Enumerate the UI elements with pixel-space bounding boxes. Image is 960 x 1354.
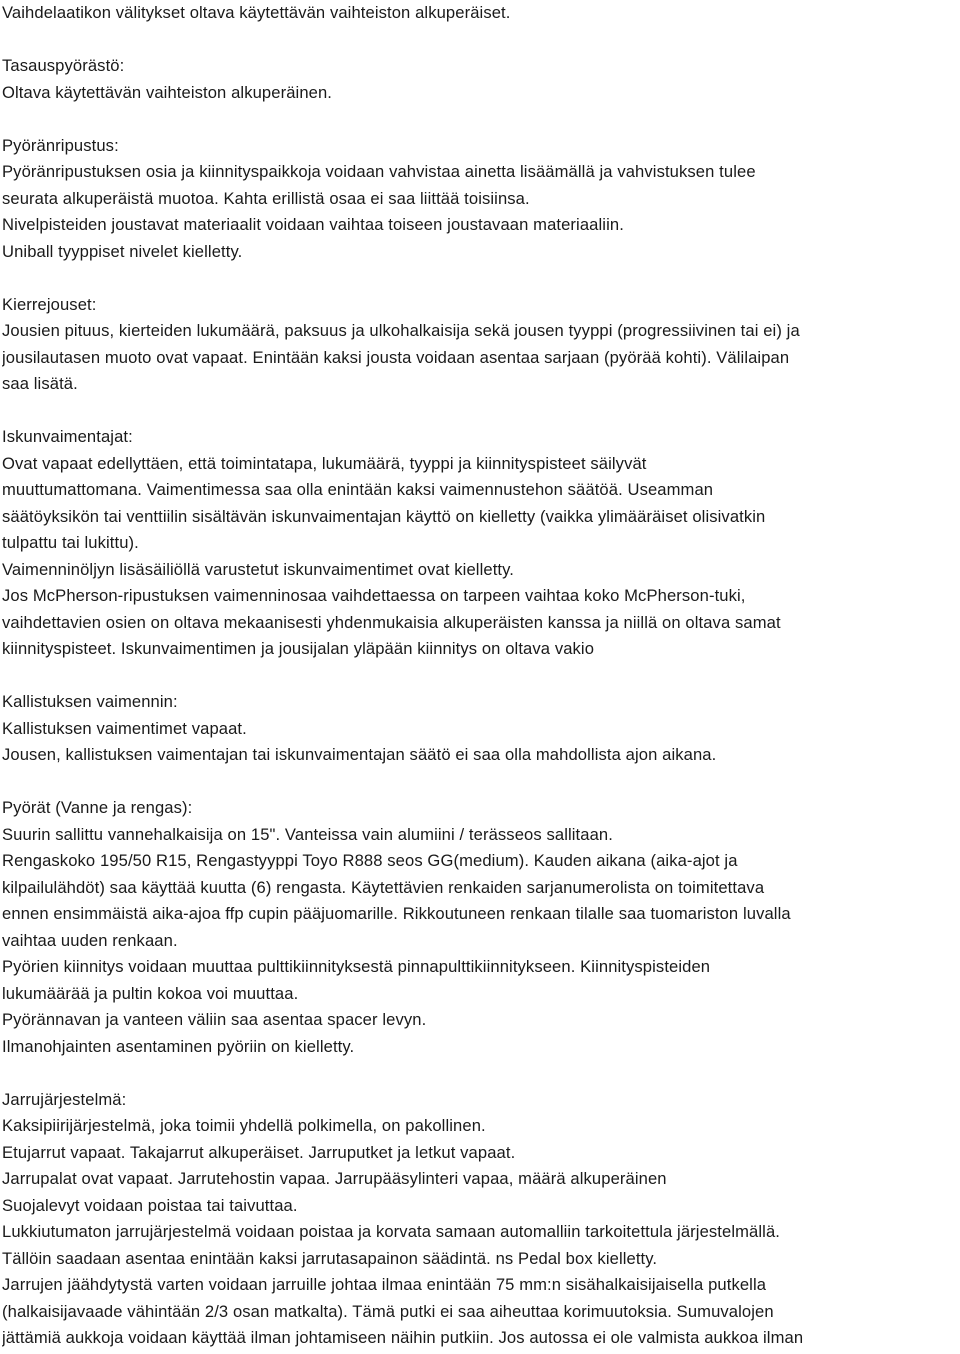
text-line: Jarrujen jäähdytystä varten voidaan jarruille johtaa ilmaa enintään 75 mm:n sisähalkaisijaisella putkella	[2, 1275, 767, 1294]
text-line: Ilmanohjainten asentaminen pyöriin on kielletty.	[2, 1036, 355, 1056]
text-line: lukumäärää ja pultin kokoa voi muuttaa.	[2, 983, 299, 1003]
paragraph-gap	[2, 398, 958, 425]
text-line: vaihdettavien osien on oltava mekaanisesti yhdenmukaisia alkuperäisten kanssa ja niillä on oltava samat	[2, 612, 781, 632]
text-line: Nivelpisteiden joustavat materiaalit voidaan vaihtaa toiseen joustavaan materiaaliin.	[2, 215, 624, 234]
text-line: Tasauspyörästö:	[2, 56, 125, 75]
text-line: seurata alkuperäistä muotoa. Kahta erillistä osaa ei saa liittää toisiinsa.	[2, 188, 530, 208]
text-line: jousilautasen muoto ovat vapaat. Enintään kaksi jousta voidaan asentaa sarjaan (pyörää kohti). Välilaipan	[2, 347, 790, 367]
text-line: Kierrejouset:	[2, 294, 97, 314]
text-line: muuttumattomana. Vaimentimessa saa olla enintään kaksi vaimennustehon säätöä. Useamman	[2, 480, 714, 499]
text-line: Kallistuksen vaimennin:	[2, 692, 178, 711]
text-line: Iskunvaimentajat:	[2, 427, 133, 446]
text-line: tulpattu tai lukittu).	[2, 533, 139, 552]
text-line: Uniball tyyppiset nivelet kielletty.	[2, 241, 243, 261]
text-line: vaihtaa uuden renkaan.	[2, 930, 178, 950]
paragraph-gap	[2, 27, 958, 54]
text-line: Vaihdelaatikon välitykset oltava käytettävän vaihteiston alkuperäiset.	[2, 3, 511, 22]
text-line: Jousen, kallistuksen vaimentajan tai iskunvaimentajan säätö ei saa olla mahdollista ajon aikana.	[2, 745, 717, 764]
text-line: Pyörät (Vanne ja rengas):	[2, 798, 193, 817]
paragraph-gap	[2, 769, 958, 796]
text-line: säätöyksikön tai venttiilin sisältävän iskunvaimentajan käyttö on kielletty (vaikka ylimääräiset olisivatkin	[2, 506, 766, 526]
text-line: Pyöränripustus:	[2, 135, 119, 155]
text-line: Jos McPherson-ripustuksen vaimenninosaa vaihdettaessa on tarpeen vaihtaa koko McPherson-tuki,	[2, 586, 746, 605]
text-line: Vaimenninöljyn lisäsäiliöllä varustetut iskunvaimentimet ovat kielletty.	[2, 559, 514, 579]
text-line: Oltava käytettävän vaihteiston alkuperäinen.	[2, 82, 333, 102]
text-line: Pyöränripustuksen osia ja kiinnityspaikkoja voidaan vahvistaa ainetta lisäämällä ja vahvistuksen tulee	[2, 162, 756, 181]
text-line: Rengaskoko 195/50 R15, Rengastyyppi Toyo R888 seos GG(medium). Kauden aikana (aika-ajot ja	[2, 851, 738, 870]
paragraph-gap	[2, 663, 958, 690]
paragraph-gap	[2, 106, 958, 133]
document-body	[2, 0, 958, 1352]
text-line: ennen ensimmäistä aika-ajoa ffp cupin pääjuomarille. Rikkoutuneen renkaan tilalle saa tuomariston luvalla	[2, 904, 791, 923]
text-line: kiinnityspisteet. Iskunvaimentimen ja jousijalan yläpään kiinnitys on oltava vakio	[2, 639, 595, 658]
text-line: jättämiä aukkoja voidaan käyttää ilman johtamiseen näihin putkiin. Jos autossa ei ole valmista aukkoa ilman	[2, 1328, 804, 1347]
text-line: Pyörännavan ja vanteen väliin saa asentaa spacer levyn.	[2, 1010, 427, 1029]
text-line: Jarrujärjestelmä:	[2, 1089, 127, 1109]
text-line: kilpailulähdöt) saa käyttää kuutta (6) rengasta. Käytettävien renkaiden sarjanumerolista on toimitettava	[2, 877, 765, 897]
text-line: Lukkiutumaton jarrujärjestelmä voidaan poistaa ja korvata samaan automalliin tarkoitettula järjestelmällä.	[2, 1222, 780, 1241]
text-line: saa lisätä.	[2, 374, 78, 393]
text-line: Ovat vapaat edellyttäen, että toimintatapa, lukumäärä, tyyppi ja kiinnityspisteet säilyvät	[2, 453, 647, 473]
paragraph-gap	[2, 1060, 958, 1087]
text-line: Kallistuksen vaimentimet vapaat.	[2, 718, 247, 738]
text-line: Suojalevyt voidaan poistaa tai taivuttaa.	[2, 1195, 298, 1215]
text-line: Etujarrut vapaat. Takajarrut alkuperäiset. Jarruputket ja letkut vapaat.	[2, 1142, 516, 1162]
text-line: Jarrupalat ovat vapaat. Jarrutehostin vapaa. Jarrupääsylinteri vapaa, määrä alkuperäinen	[2, 1169, 667, 1188]
text-line: Jousien pituus, kierteiden lukumäärä, paksuus ja ulkohalkaisija sekä jousen tyyppi (progressiivinen tai ei) ja	[2, 321, 800, 340]
text-line: Kaksipiirijärjestelmä, joka toimii yhdellä polkimella, on pakollinen.	[2, 1116, 486, 1135]
paragraph-gap	[2, 265, 958, 292]
text-line: Pyörien kiinnitys voidaan muuttaa pulttikiinnityksestä pinnapulttikiinnitykseen. Kiinnityspisteiden	[2, 957, 711, 976]
text-line: Tällöin saadaan asentaa enintään kaksi jarrutasapainon säädintä. ns Pedal box kielletty.	[2, 1248, 658, 1268]
text-line: (halkaisijavaade vähintään 2/3 osan matkalta). Tämä putki ei saa aiheuttaa korimuutoksia. Sumuvalojen	[2, 1301, 774, 1321]
text-line: Suurin sallittu vannehalkaisija on 15". Vanteissa vain alumiini / terässeos sallitaan.	[2, 824, 613, 844]
